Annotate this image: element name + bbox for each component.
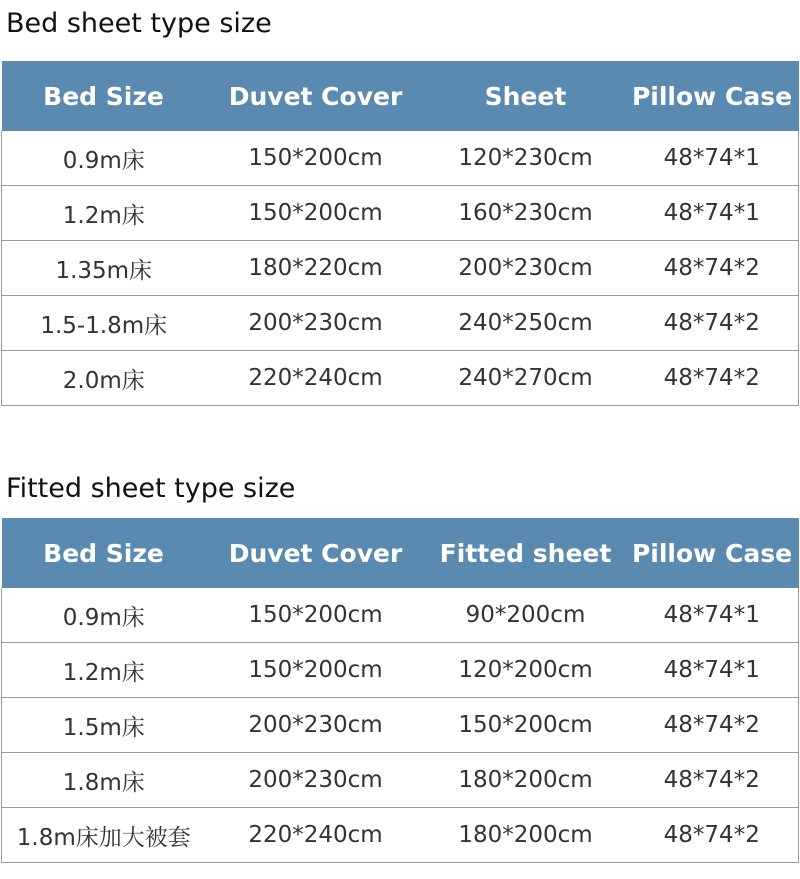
cell-duvet-cover: 150*200cm bbox=[206, 186, 426, 241]
cell-bed-size: 1.2m床 bbox=[2, 643, 206, 698]
table-row bbox=[2, 588, 799, 643]
cell-sheet: 200*230cm bbox=[426, 241, 626, 296]
cell-fitted-sheet: 120*200cm bbox=[426, 643, 626, 698]
header-sheet: Sheet bbox=[426, 61, 626, 131]
fitted-sheet-section-title: Fitted sheet type size bbox=[6, 473, 296, 504]
cell-sheet: 240*270cm bbox=[426, 351, 626, 406]
table-row bbox=[2, 808, 799, 863]
fitted-sheet-size-table bbox=[1, 518, 799, 863]
cell-bed-size: 1.8m床 bbox=[2, 753, 206, 808]
cell-duvet-cover: 150*200cm bbox=[206, 643, 426, 698]
cell-pillow-case: 48*74*1 bbox=[626, 186, 799, 241]
bed-sheet-size-table bbox=[1, 61, 799, 406]
header-pillow-case: Pillow Case bbox=[626, 61, 799, 131]
cell-pillow-case: 48*74*1 bbox=[626, 643, 799, 698]
cell-pillow-case: 48*74*2 bbox=[626, 351, 799, 406]
cell-bed-size: 1.2m床 bbox=[2, 186, 206, 241]
cell-pillow-case: 48*74*2 bbox=[626, 296, 799, 351]
cell-bed-size: 1.8m床加大被套 bbox=[2, 808, 206, 863]
table-row bbox=[2, 753, 799, 808]
table-header-row bbox=[2, 61, 799, 131]
cell-duvet-cover: 180*220cm bbox=[206, 241, 426, 296]
header-bed-size: Bed Size bbox=[2, 61, 206, 131]
table-row bbox=[2, 186, 799, 241]
cell-pillow-case: 48*74*1 bbox=[626, 588, 799, 643]
header-bed-size: Bed Size bbox=[2, 518, 206, 588]
cell-fitted-sheet: 90*200cm bbox=[426, 588, 626, 643]
table-row bbox=[2, 296, 799, 351]
cell-pillow-case: 48*74*2 bbox=[626, 241, 799, 296]
cell-pillow-case: 48*74*2 bbox=[626, 808, 799, 863]
cell-duvet-cover: 220*240cm bbox=[206, 808, 426, 863]
header-duvet-cover: Duvet Cover bbox=[206, 518, 426, 588]
cell-sheet: 240*250cm bbox=[426, 296, 626, 351]
table-row bbox=[2, 241, 799, 296]
cell-sheet: 120*230cm bbox=[426, 131, 626, 186]
cell-fitted-sheet: 180*200cm bbox=[426, 753, 626, 808]
cell-fitted-sheet: 150*200cm bbox=[426, 698, 626, 753]
header-fitted-sheet: Fitted sheet bbox=[426, 518, 626, 588]
cell-bed-size: 0.9m床 bbox=[2, 131, 206, 186]
cell-sheet: 160*230cm bbox=[426, 186, 626, 241]
cell-pillow-case: 48*74*1 bbox=[626, 131, 799, 186]
cell-pillow-case: 48*74*2 bbox=[626, 698, 799, 753]
cell-fitted-sheet: 180*200cm bbox=[426, 808, 626, 863]
table-row bbox=[2, 351, 799, 406]
cell-bed-size: 1.5-1.8m床 bbox=[2, 296, 206, 351]
table-row bbox=[2, 698, 799, 753]
header-duvet-cover: Duvet Cover bbox=[206, 61, 426, 131]
cell-duvet-cover: 150*200cm bbox=[206, 131, 426, 186]
cell-duvet-cover: 200*230cm bbox=[206, 296, 426, 351]
bed-sheet-section-title: Bed sheet type size bbox=[6, 8, 272, 39]
cell-bed-size: 1.35m床 bbox=[2, 241, 206, 296]
cell-pillow-case: 48*74*2 bbox=[626, 753, 799, 808]
cell-duvet-cover: 200*230cm bbox=[206, 753, 426, 808]
cell-duvet-cover: 150*200cm bbox=[206, 588, 426, 643]
cell-duvet-cover: 220*240cm bbox=[206, 351, 426, 406]
cell-bed-size: 0.9m床 bbox=[2, 588, 206, 643]
table-row bbox=[2, 643, 799, 698]
header-pillow-case: Pillow Case bbox=[626, 518, 799, 588]
table-header-row bbox=[2, 518, 799, 588]
cell-bed-size: 1.5m床 bbox=[2, 698, 206, 753]
cell-duvet-cover: 200*230cm bbox=[206, 698, 426, 753]
table-row bbox=[2, 131, 799, 186]
cell-bed-size: 2.0m床 bbox=[2, 351, 206, 406]
